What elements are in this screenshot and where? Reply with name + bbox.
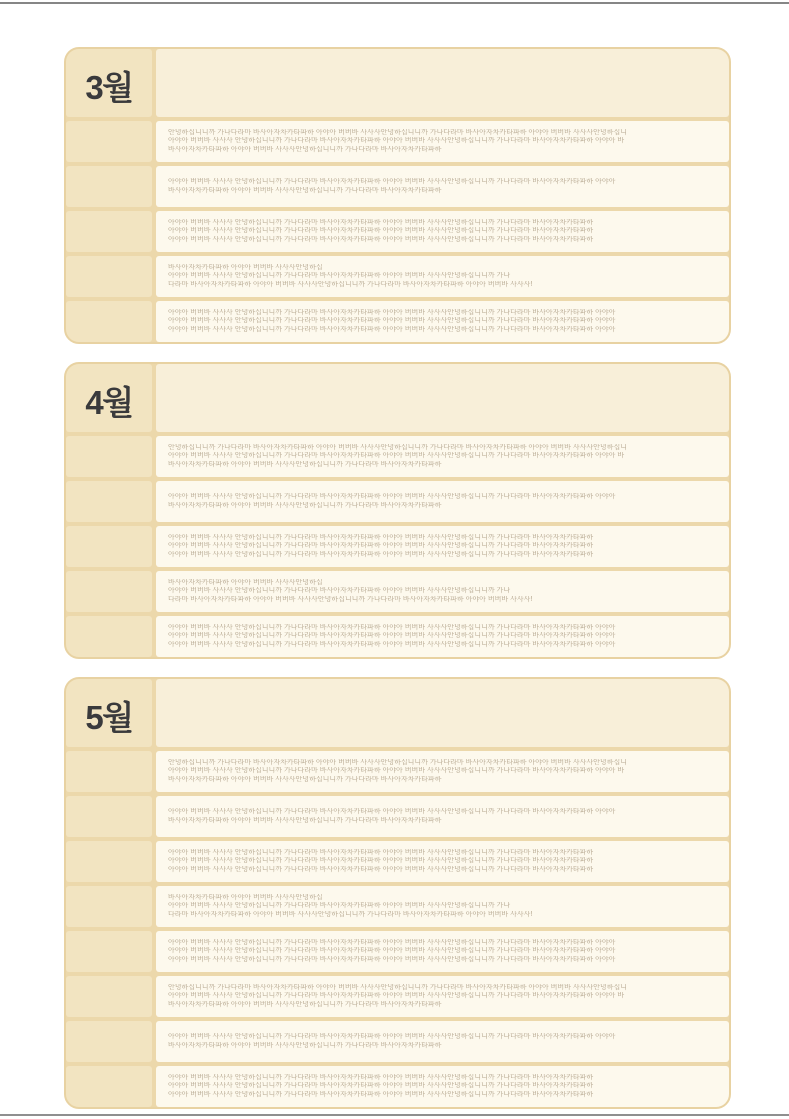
monthly-schedule-page <box>64 47 731 1109</box>
month-header-content-cell <box>156 679 729 747</box>
row-label-cell <box>66 121 152 162</box>
row-text-line: 바사아자차카타파하 아야아 버버바 사사사안녕하십니니까 가나다라마 바사아자차카타파하 <box>168 1041 442 1049</box>
row-text-line: 바사아자차카타파하 아야아 버버바 사사사안녕하십니니까 가나다라마 바사아자차카타파하 <box>168 775 442 783</box>
row-text-line: 아야아 버버바 사사사 안녕하십니니까 가나다라마 바사아자차카타파하 아야아 버버바 사사사안녕하십니니까 가나다라마 바사아자차카타파하 <box>168 235 594 243</box>
row-text-line: 아야아 버버바 사사사 안녕하십니니까 가나다라마 바사아자차카타파하 아야아 버버바 사사사안녕하십니니까 가나다라마 바사아자차카타파하 <box>168 1073 594 1081</box>
row-text-line: 아야아 버버바 사사사 안녕하십니니까 가나다라마 바사아자차카타파하 아야아 버버바 사사사안녕하십니니까 가나 <box>168 272 511 280</box>
row-text-line: 아야아 버버바 사사사 안녕하십니니까 가나다라마 바사아자차카타파하 아야아 버버바 사사사안녕하십니니까 가나다라마 바사아자차카타파하 아야아 <box>168 955 616 963</box>
schedule-row <box>66 481 729 522</box>
month-card-2 <box>64 362 731 659</box>
month-label-cell <box>66 679 152 747</box>
row-text-line: 아야아 버버바 사사사 안녕하십니니까 가나다라마 바사아자차카타파하 아야아 버버바 사사사안녕하십니니까 가나다라마 바사아자차카타파하 아야아 <box>168 317 616 325</box>
row-label-cell <box>66 211 152 252</box>
row-text-line: 바사아자차카타파하 아야아 버버바 사사사안녕하십니니까 가나다라마 바사아자차카타파하 <box>168 145 442 153</box>
row-label-cell <box>66 616 152 657</box>
row-content-cell <box>156 211 729 252</box>
row-content-cell <box>156 976 729 1017</box>
row-text-line: 아야아 버버바 사사사 안녕하십니니까 가나다라마 바사아자차카타파하 아야아 버버바 사사사안녕하십니니까 가나 <box>168 587 511 595</box>
schedule-row <box>66 256 729 297</box>
month-label-cell <box>66 364 152 432</box>
month-header-row <box>66 364 729 432</box>
row-text-line: 아야아 버버바 사사사 안녕하십니니까 가나다라마 바사아자차카타파하 아야아 버버바 사사사안녕하십니니까 가나다라마 바사아자차카타파하 아야아 <box>168 623 616 631</box>
row-text-line: 아야아 버버바 사사사 안녕하십니니까 가나다라마 바사아자차카타파하 아야아 버버바 사사사안녕하십니니까 가나다라마 바사아자차카타파하 아야아 바 <box>168 992 625 1000</box>
schedule-row <box>66 886 729 927</box>
month-label-cell <box>66 49 152 117</box>
month-header-row <box>66 679 729 747</box>
schedule-row <box>66 616 729 657</box>
row-text-line: 안녕하십니니까 가나다라마 바사아자차카타파하 아야아 버버바 사사사안녕하십니니까 가나다라마 바사아자차카타파하 아야아 버버바 사사사안녕하십니 <box>168 443 627 451</box>
row-label-cell <box>66 796 152 837</box>
row-text-line: 아야아 버버바 사사사 안녕하십니니까 가나다라마 바사아자차카타파하 아야아 버버바 사사사안녕하십니니까 가나다라마 바사아자차카타파하 <box>168 1082 594 1090</box>
month-title: 5월 <box>85 698 133 736</box>
row-text-line: 다라마 바사아자차카타파하 아야아 버버바 사사사안녕하십니니까 가나다라마 바사아자차카타파하 아야아 버버바 사사사! <box>168 595 533 603</box>
schedule-row <box>66 301 729 342</box>
row-text-line: 바사아자차카타파하 아야아 버버바 사사사안녕하십 <box>168 578 323 586</box>
row-text-line: 아야아 버버바 사사사 안녕하십니니까 가나다라마 바사아자차카타파하 아야아 버버바 사사사안녕하십니니까 가나다라마 바사아자차카타파하 아야아 <box>168 308 616 316</box>
schedule-row <box>66 1066 729 1107</box>
row-label-cell <box>66 931 152 972</box>
row-label-cell <box>66 1021 152 1062</box>
row-content-cell <box>156 796 729 837</box>
row-text-line: 바사아자차카타파하 아야아 버버바 사사사안녕하십 <box>168 263 323 271</box>
month-header-content-cell <box>156 364 729 432</box>
month-header-row <box>66 49 729 117</box>
row-label-cell <box>66 526 152 567</box>
row-text-line: 아야아 버버바 사사사 안녕하십니니까 가나다라마 바사아자차카타파하 아야아 버버바 사사사안녕하십니니까 가나다라마 바사아자차카타파하 아야아 <box>168 938 616 946</box>
row-content-cell <box>156 481 729 522</box>
schedule-row <box>66 796 729 837</box>
row-label-cell <box>66 841 152 882</box>
row-text-line: 바사아자차카타파하 아야아 버버바 사사사안녕하십니니까 가나다라마 바사아자차카타파하 <box>168 460 442 468</box>
row-content-cell <box>156 121 729 162</box>
month-header-content-cell <box>156 49 729 117</box>
row-text-line: 아야아 버버바 사사사 안녕하십니니까 가나다라마 바사아자차카타파하 아야아 버버바 사사사안녕하십니니까 가나다라마 바사아자차카타파하 <box>168 227 594 235</box>
row-text-line: 아야아 버버바 사사사 안녕하십니니까 가나다라마 바사아자차카타파하 아야아 버버바 사사사안녕하십니니까 가나다라마 바사아자차카타파하 아야아 <box>168 178 616 185</box>
row-text-line: 아야아 버버바 사사사 안녕하십니니까 가나다라마 바사아자차카타파하 아야아 버버바 사사사안녕하십니니까 가나다라마 바사아자차카타파하 아야아 바 <box>168 767 625 775</box>
row-content-cell <box>156 931 729 972</box>
row-label-cell <box>66 436 152 477</box>
row-text-line: 바사아자차카타파하 아야아 버버바 사사사안녕하십니니까 가나다라마 바사아자차카타파하 <box>168 501 442 509</box>
row-text-line: 아야아 버버바 사사사 안녕하십니니까 가나다라마 바사아자차카타파하 아야아 버버바 사사사안녕하십니니까 가나다라마 바사아자차카타파하 <box>168 533 594 541</box>
row-text-line: 아야아 버버바 사사사 안녕하십니니까 가나다라마 바사아자차카타파하 아야아 버버바 사사사안녕하십니니까 가나다라마 바사아자차카타파하 아야아 <box>168 947 616 955</box>
row-text-line: 아야아 버버바 사사사 안녕하십니니까 가나다라마 바사아자차카타파하 아야아 버버바 사사사안녕하십니니까 가나다라마 바사아자차카타파하 아야아 <box>168 325 616 333</box>
row-content-cell <box>156 616 729 657</box>
schedule-row <box>66 121 729 162</box>
row-content-cell <box>156 301 729 342</box>
row-text-line: 아야아 버버바 사사사 안녕하십니니까 가나다라마 바사아자차카타파하 아야아 버버바 사사사안녕하십니니까 가나다라마 바사아자차카타파하 <box>168 1090 594 1098</box>
month-title: 4월 <box>85 383 133 421</box>
schedule-row <box>66 841 729 882</box>
row-label-cell <box>66 166 152 207</box>
row-text-line: 바사아자차카타파하 아야아 버버바 사사사안녕하십니니까 가나다라마 바사아자차카타파하 <box>168 1000 442 1008</box>
row-label-cell <box>66 1066 152 1107</box>
schedule-row <box>66 436 729 477</box>
row-text-line: 아야아 버버바 사사사 안녕하십니니까 가나다라마 바사아자차카타파하 아야아 버버바 사사사안녕하십니니까 가나다라마 바사아자차카타파하 <box>168 542 594 550</box>
row-label-cell <box>66 976 152 1017</box>
schedule-row <box>66 976 729 1017</box>
schedule-row <box>66 166 729 207</box>
schedule-row <box>66 571 729 612</box>
row-text-line: 아야아 버버바 사사사 안녕하십니니까 가나다라마 바사아자차카타파하 아야아 버버바 사사사안녕하십니니까 가나다라마 바사아자차카타파하 아야아 바 <box>168 452 625 460</box>
row-text-line: 다라마 바사아자차카타파하 아야아 버버바 사사사안녕하십니니까 가나다라마 바사아자차카타파하 아야아 버버바 사사사! <box>168 910 533 918</box>
window-top-border-line <box>0 2 789 4</box>
row-content-cell <box>156 1021 729 1062</box>
row-text-line: 아야아 버버바 사사사 안녕하십니니까 가나다라마 바사아자차카타파하 아야아 버버바 사사사안녕하십니니까 가나다라마 바사아자차카타파하 <box>168 848 594 856</box>
month-card-1 <box>64 47 731 344</box>
row-text-line: 안녕하십니니까 가나다라마 바사아자차카타파하 아야아 버버바 사사사안녕하십니니까 가나다라마 바사아자차카타파하 아야아 버버바 사사사안녕하십니 <box>168 758 627 766</box>
row-content-cell <box>156 166 729 207</box>
row-text-line: 아야아 버버바 사사사 안녕하십니니까 가나다라마 바사아자차카타파하 아야아 버버바 사사사안녕하십니니까 가나다라마 바사아자차카타파하 아야아 바 <box>168 137 625 145</box>
row-text-line: 바사아자차카타파하 아야아 버버바 사사사안녕하십 <box>168 893 323 901</box>
schedule-row <box>66 751 729 792</box>
row-text-line: 아야아 버버바 사사사 안녕하십니니까 가나다라마 바사아자차카타파하 아야아 버버바 사사사안녕하십니니까 가나다라마 바사아자차카타파하 <box>168 218 594 226</box>
row-content-cell <box>156 526 729 567</box>
month-card-3 <box>64 677 731 1109</box>
window-bottom-border-line <box>0 1114 789 1116</box>
schedule-row <box>66 931 729 972</box>
schedule-row <box>66 526 729 567</box>
month-title: 3월 <box>85 68 133 106</box>
row-content-cell <box>156 571 729 612</box>
row-text-line: 아야아 버버바 사사사 안녕하십니니까 가나다라마 바사아자차카타파하 아야아 버버바 사사사안녕하십니니까 가나다라마 바사아자차카타파하 아야아 <box>168 808 616 815</box>
row-content-cell <box>156 436 729 477</box>
row-content-cell <box>156 886 729 927</box>
row-label-cell <box>66 481 152 522</box>
row-text-line: 아야아 버버바 사사사 안녕하십니니까 가나다라마 바사아자차카타파하 아야아 버버바 사사사안녕하십니니까 가나다라마 바사아자차카타파하 아야아 <box>168 493 616 500</box>
row-label-cell <box>66 256 152 297</box>
row-text-line: 아야아 버버바 사사사 안녕하십니니까 가나다라마 바사아자차카타파하 아야아 버버바 사사사안녕하십니니까 가나다라마 바사아자차카타파하 <box>168 865 594 873</box>
row-text-line: 아야아 버버바 사사사 안녕하십니니까 가나다라마 바사아자차카타파하 아야아 버버바 사사사안녕하십니니까 가나 <box>168 902 511 910</box>
row-text-line: 바사아자차카타파하 아야아 버버바 사사사안녕하십니니까 가나다라마 바사아자차카타파하 <box>168 186 442 194</box>
row-text-line: 아야아 버버바 사사사 안녕하십니니까 가나다라마 바사아자차카타파하 아야아 버버바 사사사안녕하십니니까 가나다라마 바사아자차카타파하 <box>168 857 594 865</box>
row-text-line: 아야아 버버바 사사사 안녕하십니니까 가나다라마 바사아자차카타파하 아야아 버버바 사사사안녕하십니니까 가나다라마 바사아자차카타파하 아야아 <box>168 632 616 640</box>
row-text-line: 바사아자차카타파하 아야아 버버바 사사사안녕하십니니까 가나다라마 바사아자차카타파하 <box>168 816 442 824</box>
row-text-line: 아야아 버버바 사사사 안녕하십니니까 가나다라마 바사아자차카타파하 아야아 버버바 사사사안녕하십니니까 가나다라마 바사아자차카타파하 <box>168 550 594 558</box>
row-label-cell <box>66 751 152 792</box>
schedule-row <box>66 211 729 252</box>
row-label-cell <box>66 301 152 342</box>
row-content-cell <box>156 1066 729 1107</box>
row-text-line: 안녕하십니니까 가나다라마 바사아자차카타파하 아야아 버버바 사사사안녕하십니니까 가나다라마 바사아자차카타파하 아야아 버버바 사사사안녕하십니 <box>168 983 627 991</box>
row-text-line: 아야아 버버바 사사사 안녕하십니니까 가나다라마 바사아자차카타파하 아야아 버버바 사사사안녕하십니니까 가나다라마 바사아자차카타파하 아야아 <box>168 1033 616 1040</box>
row-content-cell <box>156 841 729 882</box>
row-text-line: 아야아 버버바 사사사 안녕하십니니까 가나다라마 바사아자차카타파하 아야아 버버바 사사사안녕하십니니까 가나다라마 바사아자차카타파하 아야아 <box>168 640 616 648</box>
row-text-line: 안녕하십니니까 가나다라마 바사아자차카타파하 아야아 버버바 사사사안녕하십니니까 가나다라마 바사아자차카타파하 아야아 버버바 사사사안녕하십니 <box>168 128 627 136</box>
row-text-line: 다라마 바사아자차카타파하 아야아 버버바 사사사안녕하십니니까 가나다라마 바사아자차카타파하 아야아 버버바 사사사! <box>168 280 533 288</box>
row-label-cell <box>66 571 152 612</box>
row-content-cell <box>156 751 729 792</box>
row-label-cell <box>66 886 152 927</box>
row-content-cell <box>156 256 729 297</box>
schedule-row <box>66 1021 729 1062</box>
